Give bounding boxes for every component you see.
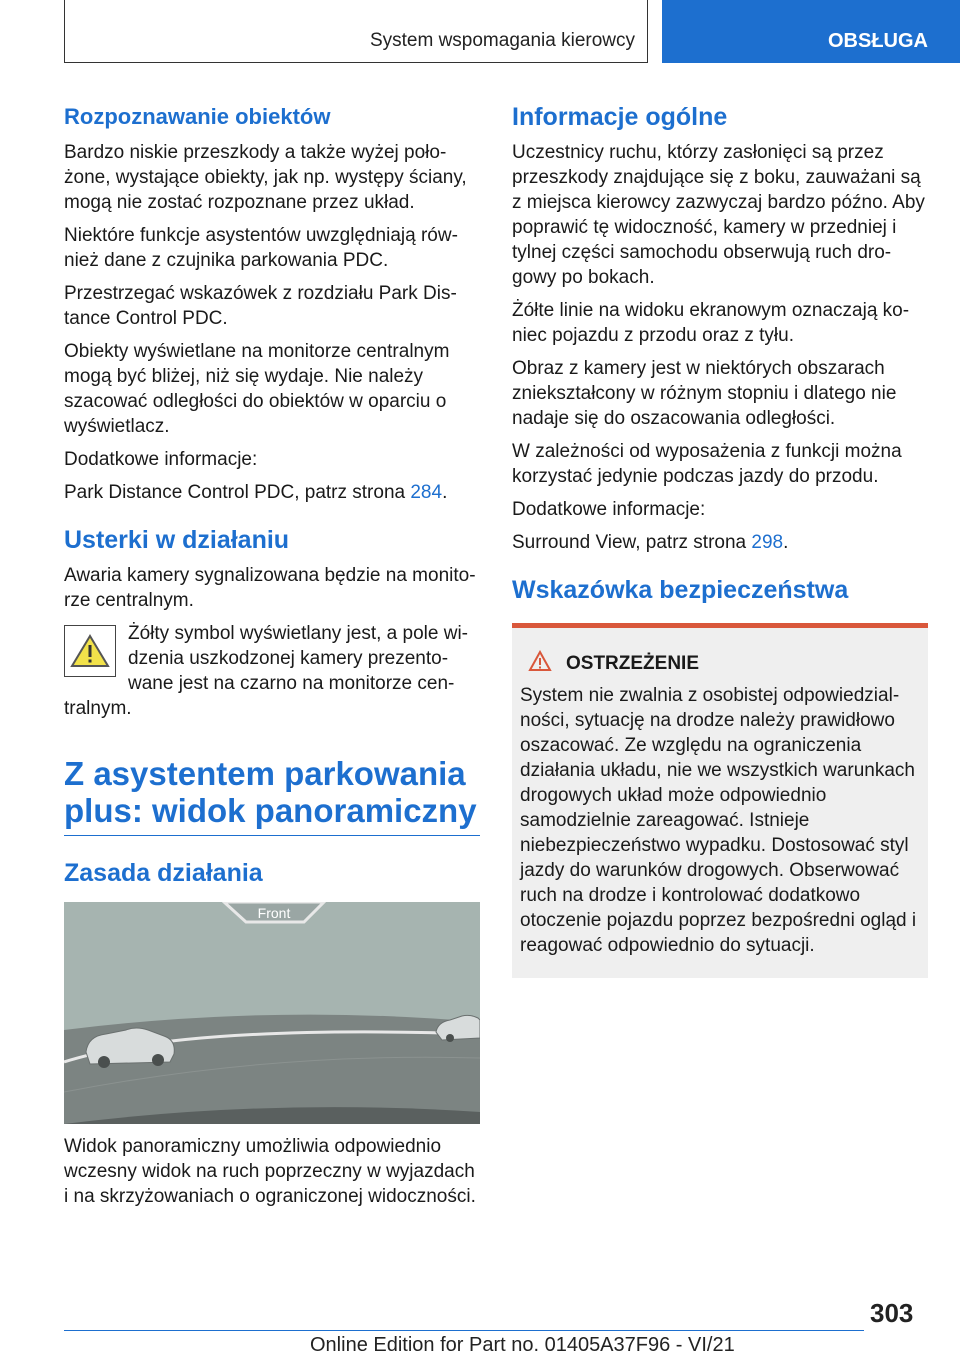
paragraph: Widok panoramiczny umożliwia odpowiednio wczesny widok na ruch poprzeczny w wyjazdach i na skrzyżowaniach o ograniczonej widoczności.	[64, 1136, 476, 1207]
chapter-title: Z asystentem parkowania plus: widok panoramiczny	[64, 755, 480, 836]
warning-box	[512, 623, 928, 978]
footer-edition: Online Edition for Part no. 01405A37F96 - VI/21	[310, 1334, 735, 1356]
left-column	[64, 100, 480, 1217]
warning-icon	[528, 650, 552, 677]
cross-reference-end: .	[783, 532, 789, 553]
paragraph: Awaria kamery sygnalizowana będzie na monitorze centralnym.	[64, 565, 476, 611]
right-column	[512, 100, 928, 978]
paragraph: Obiekty wyświetlane na monitorze centralnym mogą być bliżej, niż się wydaje. Nie należy szacować odległości do obiektów w oparciu o wyświetlacz.	[64, 341, 450, 437]
section-title-general-info: Informacje ogólne	[512, 103, 728, 131]
paragraph: Dodatkowe informacje:	[64, 449, 258, 470]
header-title: System wspomagania kierowcy	[369, 30, 635, 51]
panoramic-view-illustration	[64, 902, 480, 1124]
section-title-safety: Wskazówka bezpieczeństwa	[512, 576, 849, 604]
malfunction-note	[64, 621, 480, 721]
header-box	[64, 0, 648, 63]
paragraph: Żółte linie na widoku ekranowym oznaczają koniec pojazdu z przodu oraz z tyłu.	[512, 300, 910, 346]
cross-reference-end: .	[442, 482, 448, 503]
note-text: Żółty symbol wyświetlany jest, a pole widzenia uszkodzonej kamery prezentowane jest na czarno na monitorze centralnym.	[64, 623, 468, 719]
footer-rule	[64, 1330, 864, 1331]
paragraph: Obraz z kamery jest w niektórych obszarach zniekształcony w różnym stopniu i dlatego nie nadaje się do oszacowania odległości.	[512, 358, 897, 429]
cross-reference	[512, 530, 928, 555]
page-link-284[interactable]: 284	[410, 482, 443, 503]
page-link-298[interactable]: 298	[751, 532, 784, 553]
paragraph: Niektóre funkcje asystentów uwzględniają również dane z czujnika parkowania PDC.	[64, 225, 458, 271]
paragraph: Uczestnicy ruchu, którzy zasłonięci są przez przeszkody znajdujące się z boku, zauważani są z miejsca kierowcy zazwyczaj bardzo późno. Aby poprawić tę widoczność, kamery w przedniej i tylnej części samochodu obserwują ruch drogowy po bokach.	[512, 142, 925, 288]
warning-text: System nie zwalnia z osobistej odpowiedzialności, sytuację na drodze należy prawidłowo oszacować. Ze względu na ograniczenia działania układu, nie we wszystkich warunkach drogowych układ może odpowiednio samodzielnie zareagować. Istnieje niebezpieczeństwo wypadku. Dostosować styl jazdy do warunków drogowych. Obserwować ruch na drodze i kontrolować dodatkowo otoczenie pojazdu poprzez bezpośredni ogląd i reagować odpowiednio do sytuacji.	[520, 685, 917, 956]
warning-triangle-icon	[64, 625, 116, 677]
cross-reference	[64, 480, 480, 505]
section-title-malfunction: Usterki w działaniu	[64, 526, 290, 554]
paragraph: Przestrzegać wskazówek z rozdziału Park Distance Control PDC.	[64, 283, 457, 329]
paragraph: Dodatkowe informacje:	[512, 499, 706, 520]
cross-reference-text: Park Distance Control PDC, patrz strona	[64, 482, 411, 503]
front-label: Front	[257, 905, 291, 921]
cross-reference-text: Surround View, patrz strona	[512, 532, 752, 553]
page-number: 303	[870, 1298, 914, 1328]
paragraph: W zależności od wyposażenia z funkcji można korzystać jedynie podczas jazdy do przodu.	[512, 441, 902, 487]
header-tab-obsluga[interactable]: OBSŁUGA	[662, 0, 960, 63]
warning-label: OSTRZEŻENIE	[566, 652, 700, 674]
section-title-object-recognition: Rozpoznawanie obiektów	[64, 104, 331, 129]
warning-header	[520, 650, 920, 677]
paragraph: Bardzo niskie przeszkody a także wyżej położone, wystające obiekty, jak np. występy ściany, mogą nie zostać rozpoznane przez układ.	[64, 142, 467, 213]
section-title-principle: Zasada działania	[64, 859, 263, 887]
